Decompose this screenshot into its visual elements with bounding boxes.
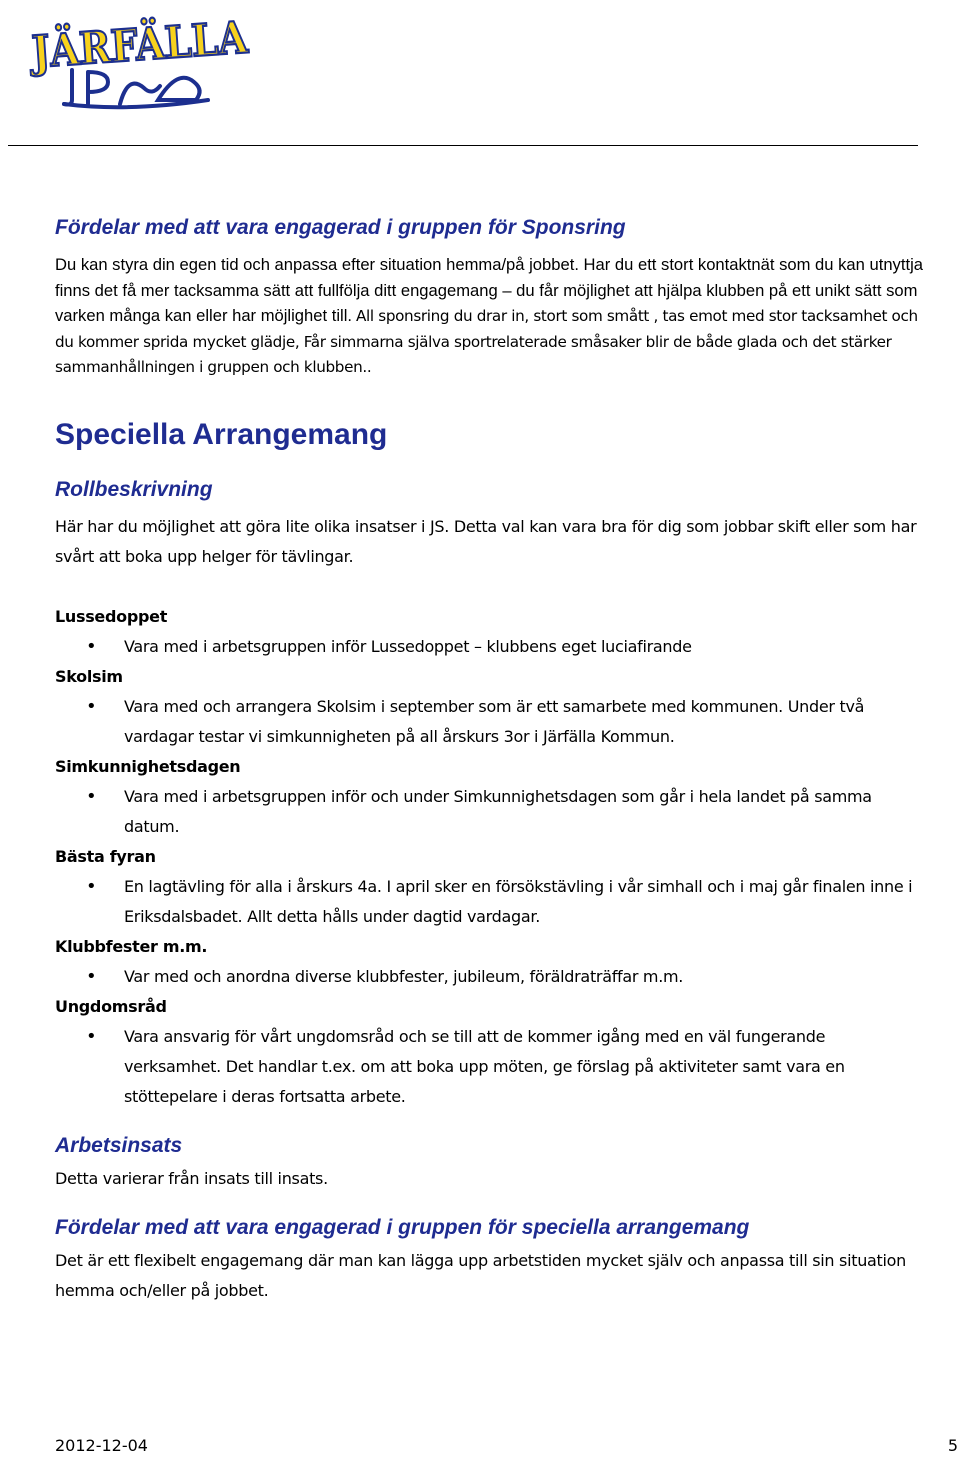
page-number: 5	[947, 1436, 958, 1455]
group-item-klubbfester: • Var med och anordna diverse klubbfester, jubileum, föräldraträffar m.m.	[55, 962, 925, 992]
event-groups	[55, 602, 925, 1112]
group-label-lussedoppet: Lussedoppet	[55, 607, 168, 627]
benefits-heading: Fördelar med att vara engagerad i gruppen för speciella arrangemang	[55, 1216, 750, 1240]
footer-date: 2012-12-04	[55, 1436, 148, 1455]
group-item-ungdomsrad: • Vara ansvarig för vårt ungdomsråd och se till att de kommer igång med en väl fungerande verksamhet. Det handlar t.ex. om att boka upp möten, ge förslag på aktiviteter samt vara en stöttepelare i deras fortsatta arbete.	[55, 1022, 925, 1112]
sponsring-text-rest: All sponsring du drar in, stort som smått , tas emot med stor tacksamhet och du kommer sprida mycket glädje, Får simmarna själva sportrelaterade småsaker blir de både glada och det stärker sammanhållningen i gruppen och klubben..	[55, 307, 918, 376]
header-rule	[8, 145, 918, 146]
logo-swimmer-mark	[64, 70, 208, 107]
group-item-lussedoppet: • Vara med i arbetsgruppen inför Lussedoppet – klubbens eget luciafirande	[55, 632, 925, 662]
role-heading: Rollbeskrivning	[55, 478, 213, 502]
effort-heading: Arbetsinsats	[55, 1134, 183, 1158]
group-label-basta-fyran: Bästa fyran	[55, 847, 156, 867]
jarfalla-logo	[28, 8, 284, 108]
group-item-skolsim: • Vara med och arrangera Skolsim i september som är ett samarbete med kommunen. Under två vardagar testar vi simkunnigheten på all årskurs 3or i Järfälla Kommun.	[55, 692, 925, 752]
special-title: Speciella Arrangemang	[55, 418, 388, 452]
logo-wordmark: JÄRFÄLLA	[30, 9, 284, 79]
effort-text: Detta varierar från insats till insats.	[55, 1169, 328, 1189]
group-label-klubbfester: Klubbfester m.m.	[55, 937, 208, 957]
document-body	[55, 216, 925, 1306]
sponsring-paragraph	[55, 252, 925, 380]
role-description: Här har du möjlighet att göra lite olika insatser i JS. Detta val kan vara bra för dig som jobbar skift eller som har svårt att boka upp helger för tävlingar.	[55, 517, 917, 567]
group-item-basta-fyran: • En lagtävling för alla i årskurs 4a. I april sker en försökstävling i vår simhall och i maj går finalen inne i Eriksdalsbadet. Allt detta hålls under dagtid vardagar.	[55, 872, 925, 932]
group-item-simkunnighetsdagen: • Vara med i arbetsgruppen inför och under Simkunnighetsdagen som går i hela landet på samma datum.	[55, 782, 925, 842]
sponsring-text-arial: Du kan styra din egen tid och anpassa efter situation hemma/på jobbet. Har du ett stort kontaktnät som du kan utnyttja finns det få mer tacksamma sätt att fullfölja ditt engagemang – du får möjlighet att hjälpa klubben på ett unikt sätt som varken många kan eller har möjlighet till.	[55, 255, 923, 326]
sponsring-heading: Fördelar med att vara engagerad i gruppen för Sponsring	[55, 216, 626, 239]
benefits-text: Det är ett flexibelt engagemang där man kan lägga upp arbetstiden mycket själv och anpassa till sin situation hemma och/eller på jobbet.	[55, 1251, 907, 1301]
group-label-ungdomsrad: Ungdomsråd	[55, 997, 167, 1017]
group-label-skolsim: Skolsim	[55, 667, 123, 687]
group-label-simkunnighetsdagen: Simkunnighetsdagen	[55, 757, 241, 777]
